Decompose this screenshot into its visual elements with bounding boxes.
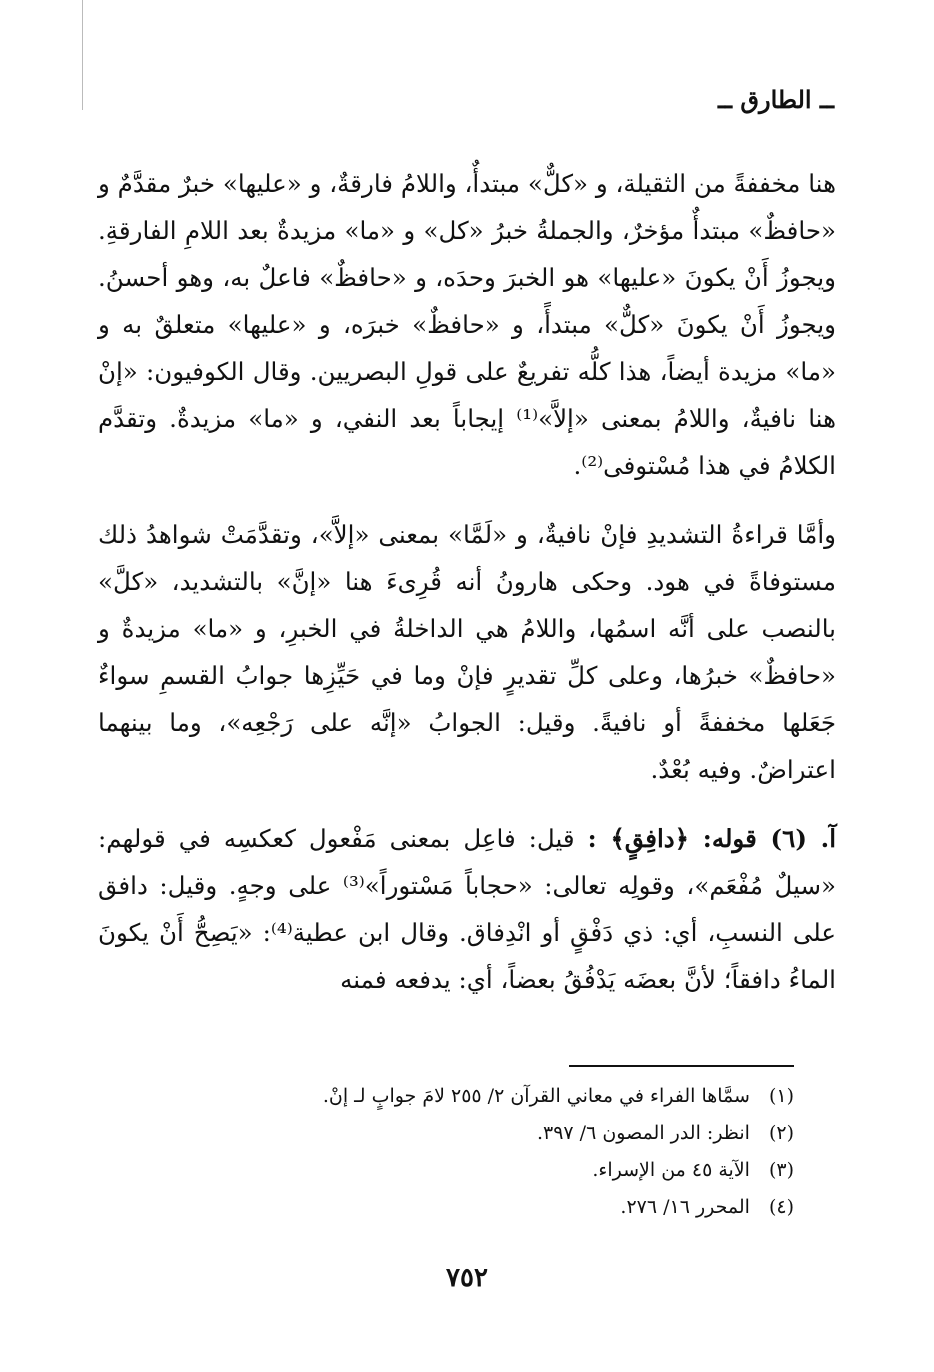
paragraph-2: وأمَّا قراءةُ التشديدِ فإنْ نافيةٌ، و «لَمَّا» بمعنى «إلاَّ»، وتقدَّمَتْ شواهدُ ذلك مستوفاةً في هود. وحكى هارونُ أنه قُرِىءَ هنا «إنَّ» بالتشديد، «كلَّ» بالنصب على أنَّه اسمُها، واللامُ هي الداخلةُ في الخبرِ، و «ما» مزيدةٌ و «حافظٌ» خبرُها، وعلى كلِّ تقديرٍ فإنْ وما في حَيِّزِها جوابُ القسمِ سواءٌ جَعَلها مخففةً أو نافيةً. وقيل: الجوابُ «إنَّه على رَجْعِه»، وما بينهما اعتراضٌ. وفيه بُعْدٌ. <box>98 520 836 784</box>
footnote-4 <box>150 1189 794 1226</box>
footnote-text: سمَّاها الفراء في معاني القرآن ٢/ ٢٥٥ لامَ جوابٍ لـ إنْ. <box>322 1085 750 1107</box>
footnote-number: (٤) <box>768 1196 794 1218</box>
footnote-number: (٣) <box>768 1159 794 1181</box>
footnote-divider <box>569 1065 794 1067</box>
footnote-text: انظر: الدر المصون ٦/ ٣٩٧. <box>536 1122 750 1144</box>
scan-margin-line <box>82 0 83 110</box>
footnote-text: الآية ٤٥ من الإسراء. <box>592 1159 750 1181</box>
entry-text: قيل: فاعِل بمعنى مَفْعول كعكسِه في قولهم: «سيلٌ مُفْعَم»، وقولِه تعالى: «حجاباً مَسْتوراً»⁽³⁾ على وجهٍ. وقيل: دافق على النسبِ، أي: ذي دَفْقٍ أو انْدِفاق. وقال ابن عطية⁽⁴⁾: «يَصِحُّ أَنْ يكونَ الماءُ دافقاً؛ لأنَّ بعضَه يَدْفُقُ بعضاً، أي: يدفعه فمنه <box>98 824 837 994</box>
footnote-3 <box>150 1152 794 1189</box>
page-number: ٧٥٢ <box>446 1263 488 1293</box>
main-text <box>98 160 836 1003</box>
verse-lemma: آ. (٦) قوله: ﴿دافِقٍ﴾ : <box>587 824 836 853</box>
running-header: ــ الطارق ــ <box>717 85 834 114</box>
footnote-number: (٢) <box>768 1122 794 1144</box>
paragraph-1: هنا مخففةً من الثقيلة، و «كلٌّ» مبتدأٌ، واللامُ فارقةٌ، و «عليها» خبرٌ مقدَّمٌ و «حافظٌ» مبتدأٌ مؤخرٌ، والجملةُ خبرُ «كل» و «ما» مزيدةٌ بعد اللامِ الفارقةِ. ويجوزُ أَنْ يكونَ «عليها» هو الخبرَ وحدَه، و «حافظٌ» فاعلٌ به، وهو أحسنُ. ويجوزُ أَنْ يكونَ «كلٌّ» مبتدأً، و «حافظٌ» خبرَه، و «عليها» متعلقٌ به و «ما» مزيدة أيضاً، هذا كلُّه تفريعٌ على قولِ البصريين. وقال الكوفيون: «إنْ هنا نافيةٌ، واللامُ بمعنى «إلاَّ»⁽¹⁾ إيجاباً بعد النفي، و «ما» مزيدةٌ. وتقدَّم الكلامُ في هذا مُسْتوفى⁽²⁾. <box>98 169 836 480</box>
footnote-1 <box>150 1078 794 1115</box>
commentary-entry <box>98 815 836 1003</box>
footnote-number: (١) <box>768 1085 794 1107</box>
footnote-text: المحرر ١٦/ ٢٧٦. <box>620 1196 750 1218</box>
footnotes <box>150 1078 794 1226</box>
footnote-2 <box>150 1115 794 1152</box>
